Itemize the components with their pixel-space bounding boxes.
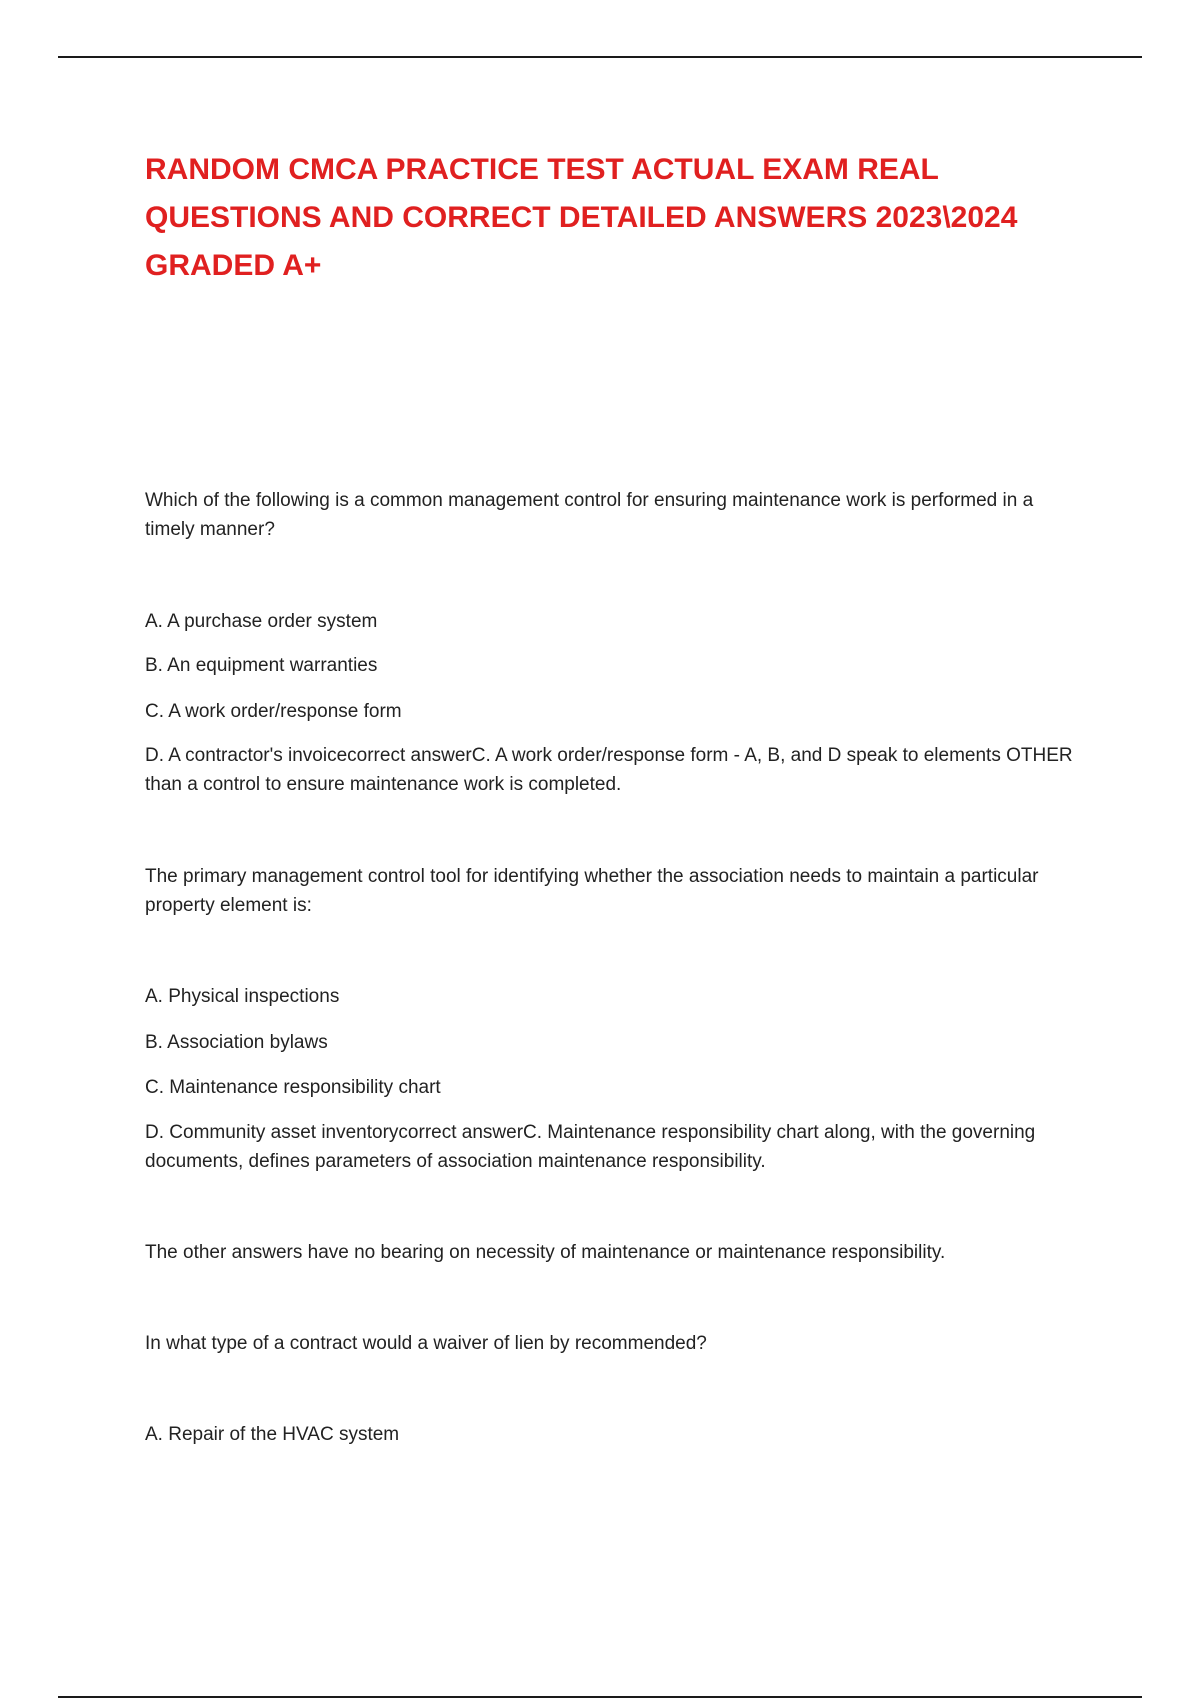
question-1-option-d-answer: D. A contractor's invoicecorrect answerC. A work order/response form - A, B, and D speak to elements OTHER than a control to ensure maintenance work is completed. [145,745,1073,795]
document-title: RANDOM CMCA PRACTICE TEST ACTUAL EXAM REAL QUESTIONS AND CORRECT DETAILED ANSWERS 2023\2024 GRADED A+ [145,153,1018,282]
question-2-text: The primary management control tool for identifying whether the association needs to maintain a particular property element is: [145,866,1039,916]
question-2-option-a: A. Physical inspections [145,986,340,1007]
question-1-text: Which of the following is a common management control for ensuring maintenance work is performed in a timely manner? [145,490,1034,540]
question-2-option-b: B. Association bylaws [145,1032,328,1053]
question-3-text: In what type of a contract would a waiver of lien by recommended? [145,1333,707,1354]
question-3-option-a: A. Repair of the HVAC system [145,1424,400,1445]
header-rule [58,56,1142,58]
question-2-option-c: C. Maintenance responsibility chart [145,1077,441,1098]
question-1-option-c: C. A work order/response form [145,701,402,722]
question-2-note: The other answers have no bearing on necessity of maintenance or maintenance responsibility. [145,1242,946,1263]
question-2-option-d-answer: D. Community asset inventorycorrect answerC. Maintenance responsibility chart along, with the governing documents, defines parameters of association maintenance responsibility. [145,1122,1036,1172]
question-1-option-b: B. An equipment warranties [145,655,378,676]
footer-rule [58,1696,1142,1698]
question-1-option-a: A. A purchase order system [145,611,378,632]
